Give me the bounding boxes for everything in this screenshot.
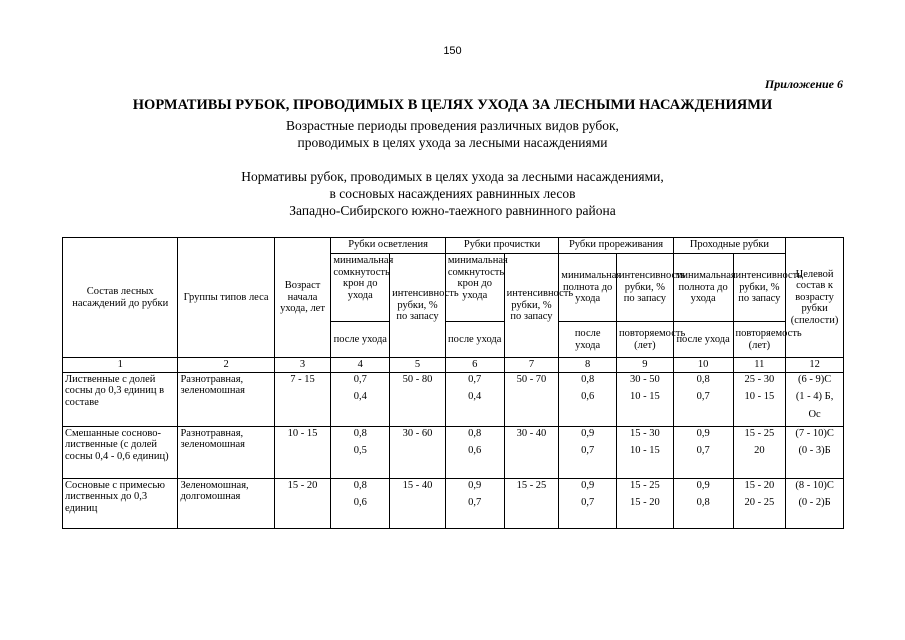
cell-value: 0,7 <box>468 373 482 385</box>
group-prorezhivaniya: Рубки прореживания <box>559 238 673 254</box>
cell-value: 0,6 <box>468 445 482 456</box>
cell-c7: 50 - 70 <box>504 372 559 426</box>
col-number: 2 <box>178 358 274 373</box>
cell-c10 <box>673 478 733 528</box>
cell-value: 0,7 <box>696 391 710 402</box>
cell-value: 0,9 <box>696 479 710 491</box>
header-min-poln: минимальная полнота до ухода <box>673 254 733 322</box>
col-number: 4 <box>331 358 390 373</box>
cell-vozrast: 7 - 15 <box>274 372 331 426</box>
col-number: 10 <box>673 358 733 373</box>
cell-c9 <box>617 478 674 528</box>
cell-c4 <box>331 478 390 528</box>
cell-value: 0,6 <box>353 497 367 508</box>
cell-c6 <box>445 478 504 528</box>
cell-value: 0,8 <box>581 373 595 385</box>
cell-c6 <box>445 372 504 426</box>
cell-value: 15 - 20 <box>630 497 660 508</box>
table-row <box>63 426 844 478</box>
cell-value: 0,9 <box>696 427 710 439</box>
header-posle: после ухода <box>673 322 733 358</box>
cell-value: 15 - 25 <box>630 479 660 491</box>
section-line: Западно-Сибирского южно-таежного равнинного района <box>289 203 616 218</box>
cell-value: 25 - 30 <box>744 373 775 385</box>
cell-gruppa: Разнотравная, зеленомошная <box>178 372 274 426</box>
cell-c4 <box>331 426 390 478</box>
cell-value: 0,8 <box>696 373 710 385</box>
header-posle: после ухода <box>445 322 504 358</box>
subtitle-line: проводимых в целях ухода за лесными насаждениями <box>297 135 608 150</box>
cell-value: 0,6 <box>581 391 595 402</box>
col-number: 3 <box>274 358 331 373</box>
cell-value: 0,5 <box>353 445 367 456</box>
column-numbers-row <box>63 358 844 373</box>
group-prohodnye: Проходные рубки <box>673 238 785 254</box>
cell-value: Ос <box>808 408 821 420</box>
document-title: НОРМАТИВЫ РУБОК, ПРОВОДИМЫХ В ЦЕЛЯХ УХОДА ЗА ЛЕСНЫМИ НАСАЖДЕНИЯМИ <box>132 97 773 113</box>
group-osvetleniya: Рубки осветления <box>331 238 445 254</box>
cell-value: 0,4 <box>468 391 482 402</box>
cell-value: 10 - 15 <box>744 391 775 402</box>
cell-value: (7 - 10)С <box>795 427 834 439</box>
page-number: 150 <box>443 45 462 57</box>
cell-c7: 30 - 40 <box>504 426 559 478</box>
cell-value: 20 <box>754 445 765 456</box>
section-line: в сосновых насаждениях равнинных лесов <box>329 186 576 201</box>
cell-sostav: Лиственные с долей сосны до 0,3 единиц в составе <box>63 372 178 426</box>
header-povtor: повторяемость (лет) <box>617 322 674 358</box>
header-sostav: Состав лесных насаждений до рубки <box>63 238 178 358</box>
cell-c11 <box>733 426 786 478</box>
header-min-somk: минимальная сомкнутость крон до ухода <box>445 254 504 322</box>
cell-gruppa: Разнотравная, зеленомошная <box>178 426 274 478</box>
section-heading <box>0 168 905 219</box>
cell-c5: 50 - 80 <box>390 372 446 426</box>
cell-c9 <box>617 372 674 426</box>
appendix-label: Приложение 6 <box>764 77 843 91</box>
cell-value: (0 - 2)Б <box>798 497 831 508</box>
cell-value: 15 - 30 <box>630 427 660 439</box>
cell-c11 <box>733 478 786 528</box>
cell-c6 <box>445 426 504 478</box>
cell-c5: 30 - 60 <box>390 426 446 478</box>
cell-value: 10 - 15 <box>630 445 660 456</box>
cell-c10 <box>673 426 733 478</box>
cell-c8 <box>559 478 617 528</box>
subtitle-line: Возрастные периоды проведения различных видов рубок, <box>286 118 619 133</box>
cell-c7: 15 - 25 <box>504 478 559 528</box>
col-number: 11 <box>733 358 786 373</box>
header-posle: после ухода <box>331 322 390 358</box>
cell-vozrast: 15 - 20 <box>274 478 331 528</box>
header-celevoy: Целевой состав к возрасту рубки (спелости) <box>786 238 844 358</box>
cell-value: 15 - 20 <box>744 479 775 491</box>
subtitle <box>0 117 905 151</box>
col-number: 7 <box>504 358 559 373</box>
cell-value: (6 - 9)С <box>797 373 832 385</box>
cell-c12 <box>786 478 844 528</box>
header-min-poln: минимальная полнота до ухода <box>559 254 617 322</box>
header-intens: интенсивность рубки, % по запасу <box>504 254 559 358</box>
table-row <box>63 478 844 528</box>
cell-value: 0,8 <box>353 427 367 439</box>
cell-value: 0,9 <box>468 479 482 491</box>
cell-value: (0 - 3)Б <box>798 445 831 456</box>
group-prochistki: Рубки прочистки <box>445 238 558 254</box>
table-row <box>63 372 844 426</box>
cell-value: 0,4 <box>353 391 367 402</box>
norms-table <box>62 237 844 529</box>
col-number: 5 <box>390 358 446 373</box>
section-line: Нормативы рубок, проводимых в целях ухода за лесными насаждениями, <box>241 169 664 184</box>
cell-value: 30 - 50 <box>630 373 660 385</box>
col-number: 9 <box>617 358 674 373</box>
col-number: 12 <box>786 358 844 373</box>
cell-value: 20 - 25 <box>744 497 775 508</box>
cell-c12 <box>786 426 844 478</box>
cell-value: 15 - 25 <box>744 427 775 439</box>
header-min-somk: минимальная сомкнутость крон до ухода <box>331 254 390 322</box>
cell-value: 0,7 <box>581 445 595 456</box>
cell-c8 <box>559 426 617 478</box>
cell-value: 10 - 15 <box>630 391 660 402</box>
cell-c5: 15 - 40 <box>390 478 446 528</box>
cell-c11 <box>733 372 786 426</box>
cell-value: 0,9 <box>581 427 595 439</box>
cell-value: 0,7 <box>581 497 595 508</box>
cell-sostav: Смешанные сосново-лиственные (с долей сосны 0,4 - 0,6 единиц) <box>63 426 178 478</box>
cell-c8 <box>559 372 617 426</box>
col-number: 8 <box>559 358 617 373</box>
header-intens-zapas: интенсивность рубки, % по запасу <box>733 254 786 322</box>
cell-c4 <box>331 372 390 426</box>
cell-value: 0,8 <box>353 479 367 491</box>
cell-value: 0,8 <box>696 497 710 508</box>
cell-value: 0,8 <box>468 427 482 439</box>
cell-value: (1 - 4) Б, <box>795 391 834 402</box>
cell-value: 0,9 <box>581 479 595 491</box>
cell-value: (8 - 10)С <box>795 479 834 491</box>
header-povtor: повторяемость (лет) <box>733 322 786 358</box>
cell-value: 0,7 <box>696 445 710 456</box>
header-vozrast: Возраст начала ухода, лет <box>274 238 331 358</box>
cell-c10 <box>673 372 733 426</box>
header-gruppy: Группы типов леса <box>178 238 274 358</box>
header-intens-zapas: интенсивность рубки, % по запасу <box>617 254 674 322</box>
cell-value: 0,7 <box>468 497 482 508</box>
cell-vozrast: 10 - 15 <box>274 426 331 478</box>
cell-gruppa: Зеленомошная, долгомошная <box>178 478 274 528</box>
cell-sostav: Сосновые с примесью лиственных до 0,3 единиц <box>63 478 178 528</box>
col-number: 6 <box>445 358 504 373</box>
header-intens: интенсивность рубки, % по запасу <box>390 254 446 358</box>
cell-c12 <box>786 372 844 426</box>
header-posle: после ухода <box>559 322 617 358</box>
cell-value: 0,7 <box>353 373 367 385</box>
cell-c9 <box>617 426 674 478</box>
col-number: 1 <box>63 358 178 373</box>
